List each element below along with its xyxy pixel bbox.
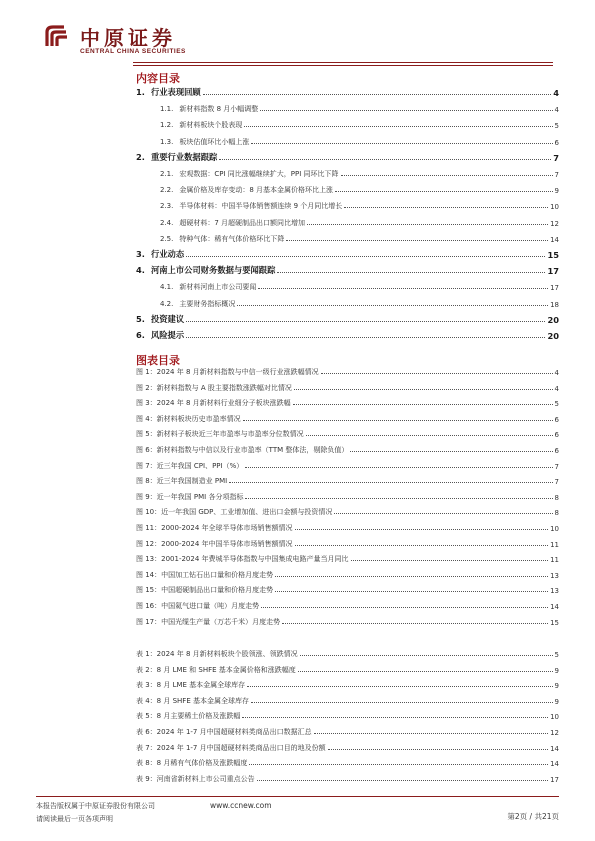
chart-list-entry-page: 8: [554, 509, 559, 518]
chart-list-entry-page: 5: [554, 400, 559, 409]
toc-title: 内容目录: [136, 72, 180, 85]
dot-leader: [275, 575, 548, 577]
dot-leader: [261, 606, 548, 608]
toc-entry-text: [136, 218, 305, 228]
chart-list-entry-label: 图 8：近三年我国制造业 PMI: [136, 477, 228, 486]
toc-entry-text: [136, 104, 258, 114]
toc-entry-page: 7: [554, 171, 559, 179]
chart-list-entry-page: 6: [554, 415, 559, 424]
dot-leader: [249, 763, 548, 765]
toc-entry-page: 20: [547, 331, 559, 341]
table-list-entry[interactable]: [136, 710, 559, 721]
table-list-entry-page: 9: [554, 666, 559, 675]
table-list-entry-page: 12: [550, 729, 559, 737]
chart-list-entry-label: 图 2：新材料指数与 A 股主要指数涨跌幅对比情况: [136, 383, 292, 392]
table-list-entry[interactable]: [136, 742, 559, 753]
dot-leader: [351, 559, 549, 561]
table-list-entry-label: 表 6：2024 年 1-7 月中国超硬材料类商品出口数据汇总: [136, 728, 312, 736]
toc-entry-text: [136, 329, 184, 341]
brand-name-cn: 中原证券: [80, 26, 176, 50]
toc-entry-number: 2.2.: [160, 186, 174, 195]
toc-entry-text: [136, 264, 275, 276]
dot-leader: [242, 716, 548, 718]
table-list-entry-page: 17: [550, 775, 559, 784]
toc-entry[interactable]: [136, 151, 559, 163]
table-list-entry-label: 表 1：2024 年 8 月新材料板块个股领涨、领跌情况: [136, 650, 298, 658]
toc-entry-text: [136, 185, 333, 195]
toc-entry-label: 新材料板块个股表现: [179, 121, 243, 130]
toc-entry-page: 17: [547, 266, 559, 277]
toc-entry-text: [136, 169, 339, 179]
toc-entry-label: 板块估值环比小幅上涨: [179, 137, 250, 146]
dot-leader: [341, 174, 553, 176]
toc-entry-text: [136, 151, 217, 163]
chart-list-entry-page: 8: [554, 493, 559, 502]
dot-leader: [328, 748, 548, 750]
dot-leader: [203, 93, 551, 95]
toc-entry-number: 2.3.: [160, 202, 174, 211]
chart-list-entry[interactable]: [136, 522, 559, 533]
toc-entry-text: [136, 313, 184, 325]
toc-entry-number: 5.: [136, 313, 145, 324]
toc-entry-number: 1.1.: [160, 105, 174, 114]
chart-list-entry-page: 4: [554, 369, 559, 377]
dot-leader: [229, 481, 552, 483]
chart-list-entry-label: 图 7：近三年我国 CPI、PPI（%）: [136, 461, 244, 470]
toc-entry-number: 1.: [136, 87, 145, 97]
chart-list-entry-page: 4: [554, 384, 559, 393]
chart-list-entry-label: 图 4：新材料板块历史市盈率情况: [136, 414, 241, 423]
dot-leader: [293, 403, 553, 405]
chart-list-entry-label: 图 16：中国氦气进口量（吨）月度走势: [136, 602, 260, 610]
chart-list-entry[interactable]: [136, 569, 559, 580]
table-list-entry-page: 14: [550, 744, 559, 753]
chart-list-entry-page: 6: [554, 431, 559, 440]
chart-list-entry-label: 图 14：中国加工钻石出口量和价格月度走势: [136, 570, 274, 579]
company-logo-icon: [44, 24, 70, 50]
table-list-entry[interactable]: [136, 664, 559, 675]
chart-list-entry[interactable]: [136, 444, 559, 455]
toc-entry[interactable]: [136, 313, 559, 325]
toc-entry[interactable]: [136, 167, 559, 179]
dot-leader: [186, 320, 545, 322]
toc-entry-page: 6: [554, 138, 559, 147]
toc-entry-number: 4.1.: [160, 283, 174, 292]
toc-entry-number: 2.4.: [160, 218, 174, 227]
chart-list-entry[interactable]: [136, 397, 559, 408]
toc-entry-page: 18: [550, 300, 559, 309]
table-list-entry-label: 表 3：8 月 LME 基本金属全球库存: [136, 681, 246, 690]
table-list-entry-label: 表 8：8 月稀有气体价格及涨跌幅度: [136, 759, 248, 768]
toc-entry-text: [136, 299, 235, 309]
dot-leader: [282, 622, 548, 624]
dot-leader: [294, 388, 553, 390]
dot-leader: [260, 109, 552, 111]
figures-title: 图表目录: [136, 354, 180, 367]
dot-leader: [334, 512, 552, 514]
toc-entry-text: [136, 137, 249, 147]
dot-leader: [286, 239, 548, 241]
dot-leader: [237, 304, 548, 306]
toc-entry-text: [136, 248, 184, 260]
table-list-entry-page: 9: [554, 682, 559, 691]
dot-leader: [307, 223, 548, 225]
table-list-entry-page: 9: [554, 697, 559, 706]
toc-entry-label: 超硬材料：7 月超硬制品出口额同比增加: [179, 218, 306, 227]
toc-entry-text: [136, 282, 256, 292]
chart-list-entry[interactable]: [136, 616, 559, 627]
table-list-entry-label: 表 9：河南省新材料上市公司重点公告: [136, 774, 255, 783]
dot-leader: [314, 732, 548, 734]
toc-entry[interactable]: [136, 216, 559, 228]
dot-leader: [251, 142, 552, 144]
chart-list-entry-page: 13: [550, 571, 559, 580]
toc-entry-label: 河南上市公司财务数据与要闻跟踪: [150, 265, 276, 276]
dot-leader: [244, 125, 552, 127]
chart-list-entry-label: 图 15：中国超硬制品出口量和价格月度走势: [136, 586, 274, 595]
toc-entry[interactable]: [136, 199, 559, 211]
toc-entry[interactable]: [136, 135, 559, 147]
dot-leader: [300, 654, 553, 656]
chart-list-entry[interactable]: [136, 382, 559, 393]
table-list-entry-label: 表 2：8 月 LME 和 SHFE 基本金属价格和涨跌幅度: [136, 665, 296, 674]
toc-entry-page: 4: [553, 88, 559, 98]
table-list-entry[interactable]: [136, 757, 559, 768]
chart-list-entry-page: 7: [554, 462, 559, 471]
chart-list-entry[interactable]: [136, 413, 559, 424]
toc-entry-label: 特种气体：稀有气体价格环比下降: [179, 234, 285, 243]
table-list-entry-page: 10: [550, 713, 559, 722]
toc-entry-number: 2.1.: [160, 170, 174, 178]
toc-entry-text: [136, 86, 201, 98]
toc-entry-page: 12: [550, 219, 559, 228]
toc-entry-page: 15: [547, 250, 559, 260]
toc-entry-label: 金属价格及库存变动：8 月基本金属价格环比上涨: [179, 186, 334, 195]
chart-list-entry-label: 图 9：近一年我国 PMI 各分项指标: [136, 492, 244, 501]
toc-entry-page: 7: [553, 152, 559, 163]
table-list-entry[interactable]: [136, 679, 559, 690]
chart-list-entry[interactable]: [136, 491, 559, 502]
chart-list-entry[interactable]: [136, 506, 559, 517]
footer-divider: [36, 796, 559, 797]
table-list-entry[interactable]: [136, 648, 559, 659]
toc-entry-number: 1.2.: [160, 121, 174, 130]
toc-entry-number: 6.: [136, 330, 145, 340]
chart-list-entry-page: 10: [550, 525, 559, 533]
chart-list-entry[interactable]: [136, 600, 559, 611]
table-list-entry[interactable]: [136, 695, 559, 706]
toc-entry[interactable]: [136, 329, 559, 341]
dot-leader: [243, 419, 553, 421]
chart-list-entry[interactable]: [136, 584, 559, 595]
toc-entry[interactable]: [136, 280, 559, 292]
chart-list-entry[interactable]: [136, 366, 559, 377]
header-divider: [133, 62, 553, 63]
toc-entry[interactable]: [136, 183, 559, 195]
chart-list-entry-label: 图 17：中国光缆生产量（万芯千米）月度走势: [136, 617, 281, 626]
chart-list-entry-page: 11: [550, 540, 559, 549]
dot-leader: [306, 434, 553, 436]
chart-list-entry-label: 图 12：2000-2024 年中国半导体市场销售额情况: [136, 539, 293, 548]
toc-entry-page: 9: [554, 187, 559, 196]
chart-list-entry-page: 7: [554, 478, 559, 487]
chart-list-entry[interactable]: [136, 553, 559, 564]
dot-leader: [350, 450, 552, 452]
dot-leader: [186, 255, 545, 257]
toc-entry[interactable]: [136, 264, 559, 276]
toc-entry[interactable]: [136, 232, 559, 244]
table-list-entry-label: 表 7：2024 年 1-7 月中国超硬材料类商品出口目的地及份额: [136, 743, 326, 752]
page-header: [0, 0, 595, 62]
dot-leader: [335, 190, 552, 192]
toc-entry-number: 3.: [136, 249, 145, 259]
toc-entry-label: 新材料河南上市公司要闻: [179, 283, 257, 292]
toc-entry-label: 宏观数据：CPI 同比涨幅继续扩大，PPI 同环比下降: [179, 170, 339, 178]
toc-entry-page: 14: [550, 235, 559, 244]
dot-leader: [258, 287, 548, 289]
toc-entry-label: 主要财务指标概况: [179, 299, 236, 308]
toc-entry-label: 风险提示: [150, 330, 185, 340]
footer-page-info: 第2页 / 共21页: [507, 812, 559, 821]
toc-entry-text: [136, 201, 342, 211]
toc-entry-page: 17: [550, 284, 559, 293]
chart-list-entry-page: 15: [550, 618, 559, 627]
table-list-entry-page: 5: [554, 651, 559, 659]
chart-list-entry[interactable]: [136, 460, 559, 471]
chart-list-entry-label: 图 13：2001-2024 年费城半导体指数与中国集成电路产量当月同比: [136, 555, 349, 564]
chart-list-entry[interactable]: [136, 475, 559, 486]
chart-list-entry-page: 11: [550, 556, 559, 565]
dot-leader: [257, 779, 548, 781]
toc-entry[interactable]: [136, 102, 559, 114]
toc-entry-number: 4.2.: [160, 299, 174, 308]
table-list-entry[interactable]: [136, 726, 559, 737]
chart-list-entry-label: 图 10：近一年我国 GDP、工业增加值、进出口金额与投资情况: [136, 508, 333, 517]
chart-list-entry-page: 14: [550, 603, 559, 611]
chart-list-entry-page: 13: [550, 587, 559, 596]
dot-leader: [245, 466, 552, 468]
toc-entry-label: 半导体材料：中国半导体销售额连续 9 个月同比增长: [179, 202, 343, 211]
dot-leader: [245, 497, 552, 499]
footer-copyright: 本报告版权属于中原证券股份有限公司: [36, 802, 155, 810]
toc-entry-text: [136, 234, 284, 244]
chart-list-entry-page: 6: [554, 447, 559, 455]
toc-entry-number: 2.5.: [160, 234, 174, 243]
toc-entry[interactable]: [136, 297, 559, 309]
dot-leader: [277, 271, 545, 273]
dot-leader: [298, 670, 553, 672]
toc-entry-label: 行业表现回顾: [150, 87, 201, 97]
dot-leader: [251, 701, 553, 703]
toc-entry-number: 1.3.: [160, 137, 174, 146]
toc-entry-page: 4: [554, 106, 559, 115]
dot-leader: [275, 590, 548, 592]
brand-name-en: CENTRAL CHINA SECURITIES: [80, 48, 186, 55]
toc-entry-number: 2.: [136, 151, 145, 162]
chart-list-entry[interactable]: [136, 428, 559, 439]
toc-entry-number: 4.: [136, 265, 145, 276]
dot-leader: [295, 528, 549, 530]
footer-website-link[interactable]: www.ccnew.com: [210, 801, 272, 810]
dot-leader: [295, 544, 549, 546]
toc-entry-label: 重要行业数据跟踪: [150, 151, 218, 162]
chart-list-entry-label: 图 1：2024 年 8 月新材料指数与中信一级行业涨跌幅情况: [136, 368, 319, 376]
dot-leader: [344, 206, 548, 208]
table-list-entry-label: 表 5：8 月主要稀土价格及涨跌幅: [136, 712, 241, 721]
dot-leader: [219, 158, 551, 160]
chart-list-entry-label: 图 11：2000-2024 年全球半导体市场销售额情况: [136, 524, 293, 532]
header-divider-thin: [133, 65, 553, 66]
chart-list-entry-label: 图 3：2024 年 8 月新材料行业细分子板块涨跌幅: [136, 399, 291, 408]
toc-entry-page: 5: [554, 122, 559, 131]
toc-entry-page: 20: [547, 314, 559, 325]
dot-leader: [247, 685, 552, 687]
table-list-entry-page: 14: [550, 760, 559, 769]
toc-entry[interactable]: [136, 248, 559, 260]
chart-list-entry-label: 图 5：新材料子板块近三年市盈率与市盈率分位数情况: [136, 430, 304, 439]
toc-entry-label: 新材料指数 8 月小幅调整: [179, 105, 259, 114]
toc-entry-page: 10: [550, 203, 559, 212]
toc-entry[interactable]: [136, 118, 559, 130]
dot-leader: [186, 336, 545, 338]
footer-disclaimer: 请阅读最后一页各项声明: [36, 815, 113, 823]
table-list-entry-label: 表 4：8 月 SHFE 基本金属全球库存: [136, 696, 249, 705]
toc-entry[interactable]: [136, 86, 559, 98]
table-list-entry[interactable]: [136, 773, 559, 784]
dot-leader: [321, 372, 553, 374]
toc-entry-label: 投资建议: [150, 313, 185, 324]
chart-list-entry[interactable]: [136, 538, 559, 549]
chart-list-entry-label: 图 6：新材料指数与中信以及行业市盈率（TTM 整体法，剔除负值）: [136, 446, 349, 454]
toc-entry-label: 行业动态: [150, 249, 185, 259]
toc-entry-text: [136, 120, 242, 130]
